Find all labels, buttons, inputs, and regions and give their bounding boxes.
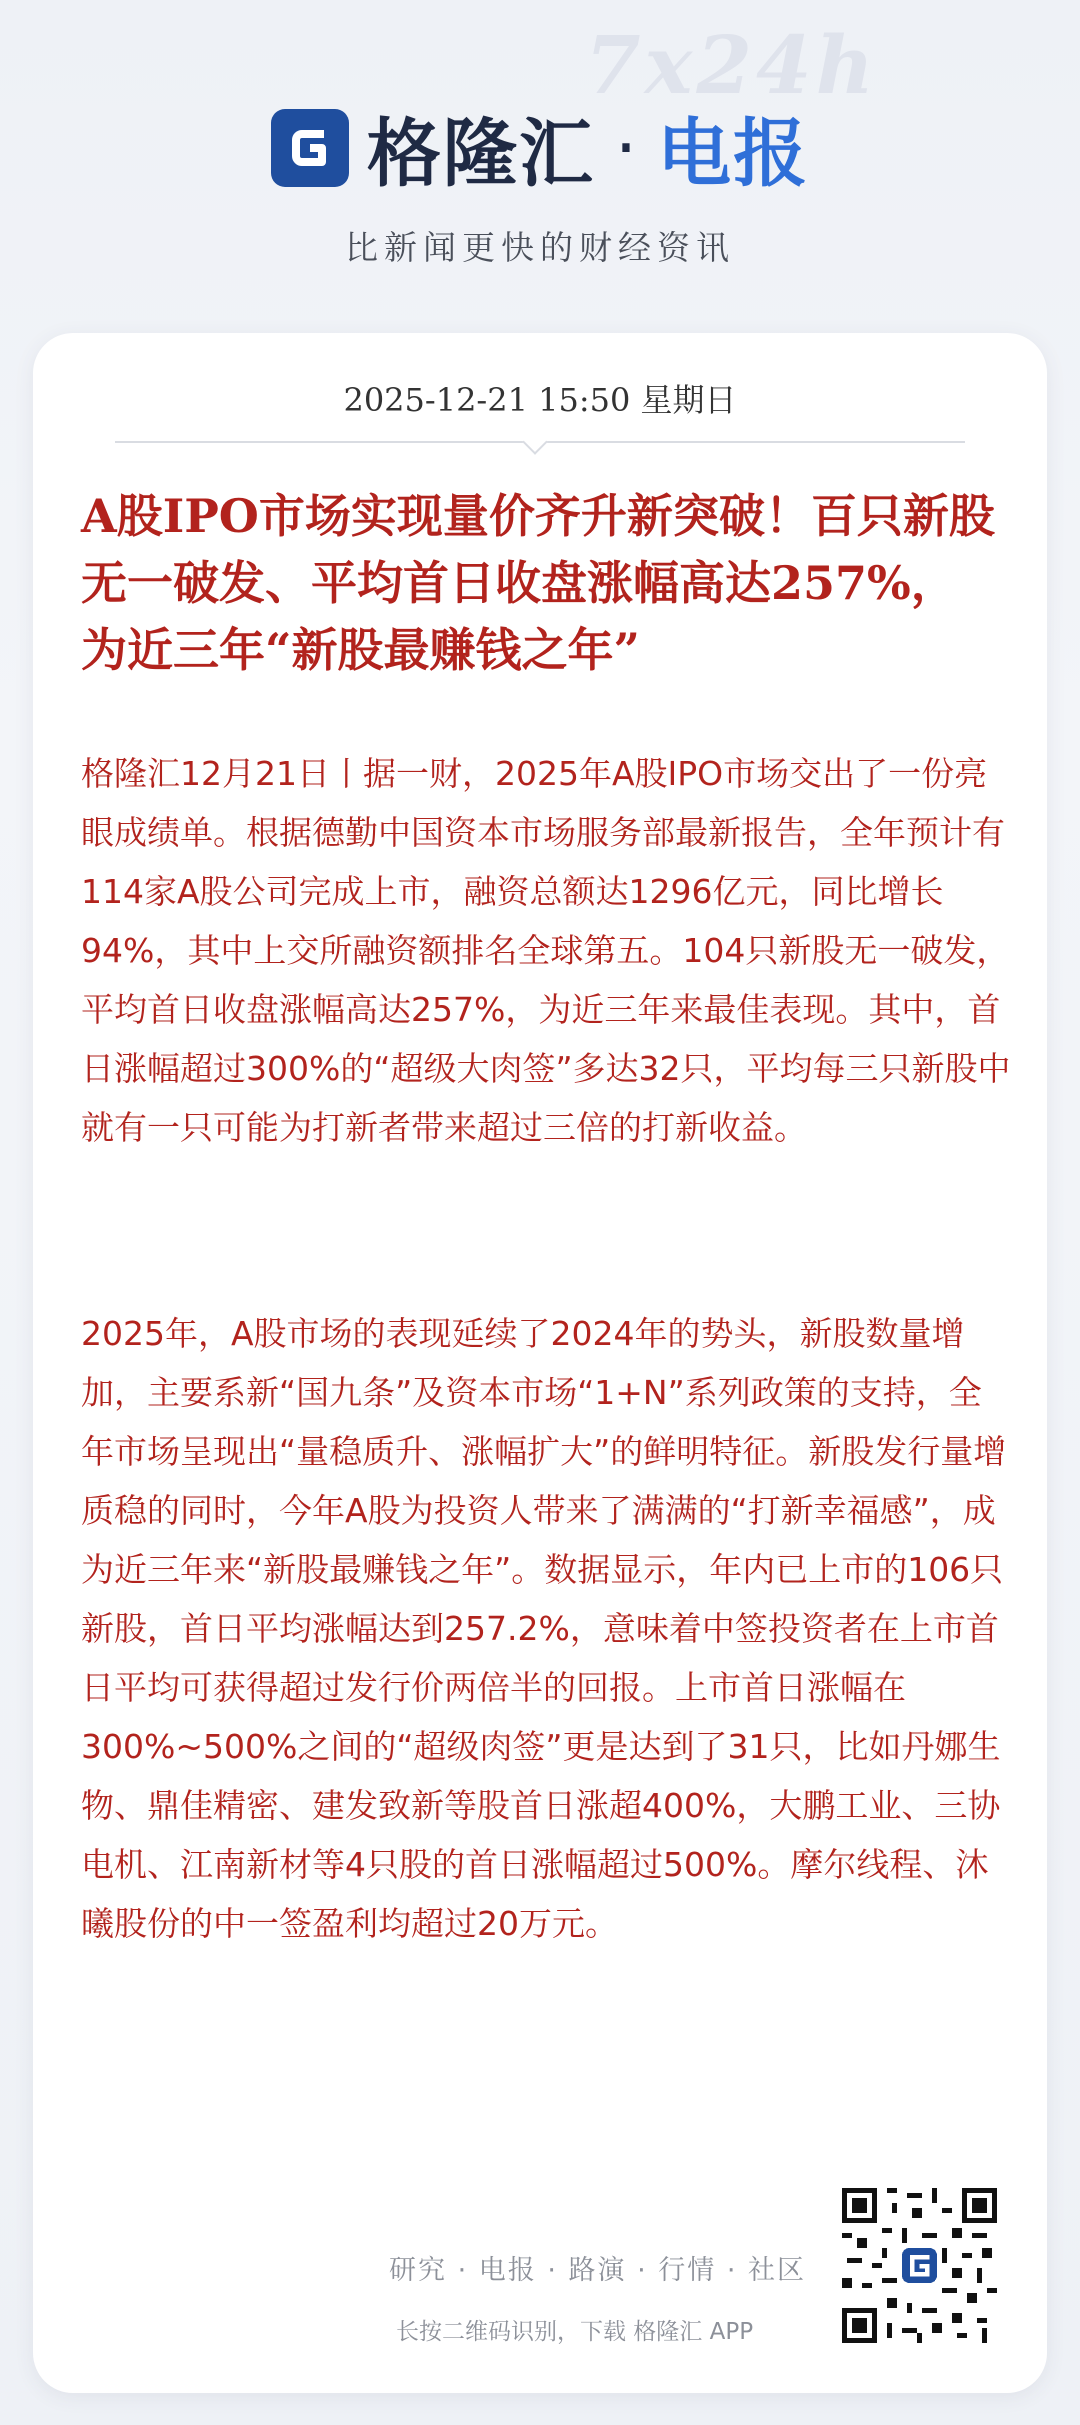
- news-card: [33, 333, 1047, 2393]
- footer-download-note: 长按二维码识别，下载 格隆汇 APP: [396, 2319, 754, 2345]
- publish-date: 2025-12-21 15:50 星期日: [343, 381, 737, 419]
- article-headline: A股IPO市场实现量价齐升新突破！百只新股无一破发、平均首日收盘涨幅高达257%，为近三年“新股最赚钱之年”: [81, 489, 995, 677]
- brand-name: 格隆汇: [366, 111, 595, 197]
- qr-code-icon[interactable]: [842, 2188, 997, 2343]
- gelonghui-logo-icon: [271, 109, 349, 187]
- divider-notch: [522, 429, 547, 454]
- watermark-7x24h: 7x24h: [585, 18, 878, 112]
- footer-links: 研究 · 电报 · 路演 · 行情 · 社区: [389, 2255, 806, 2286]
- brand-separator: ·: [614, 107, 638, 189]
- slogan: 比新闻更快的财经资讯: [345, 228, 735, 267]
- article-paragraph-1: 格隆汇12月21日丨据一财，2025年A股IPO市场交出了一份亮眼成绩单。根据德勤中国资本市场服务部最新报告，全年预计有114家A股公司完成上市，融资总额达1296亿元，同比增长94%，其中上交所融资额排名全球第五。104只新股无一破发，平均首日收盘涨幅高达257%，为近三年来最佳表现。其中，首日涨幅超过300%的“超级大肉签”多达32只，平均每三只新股中就有一只可能为打新者带来超过三倍的打新收益。: [81, 754, 1011, 1147]
- article-paragraph-2: 2025年，A股市场的表现延续了2024年的势头，新股数量增加，主要系新“国九条”及资本市场“1+N”系列政策的支持，全年市场呈现出“量稳质升、涨幅扩大”的鲜明特征。新股发行量增质稳的同时，今年A股为投资人带来了满满的“打新幸福感”，成为近三年来“新股最赚钱之年”。数据显示，年内已上市的106只新股，首日平均涨幅达到257.2%，意味着中签投资者在上市首日平均可获得超过发行价两倍半的回报。上市首日涨幅在300%~500%之间的“超级肉签”更是达到了31只，比如丹娜生物、鼎佳精密、建发致新等股首日涨超400%，大鹏工业、三协电机、江南新材等4只股的首日涨幅超过500%。摩尔线程、沐曦股份的中一签盈利均超过20万元。: [81, 1314, 1007, 1943]
- brand-section-title: 电报: [657, 111, 810, 197]
- brand-header: [0, 95, 1080, 201]
